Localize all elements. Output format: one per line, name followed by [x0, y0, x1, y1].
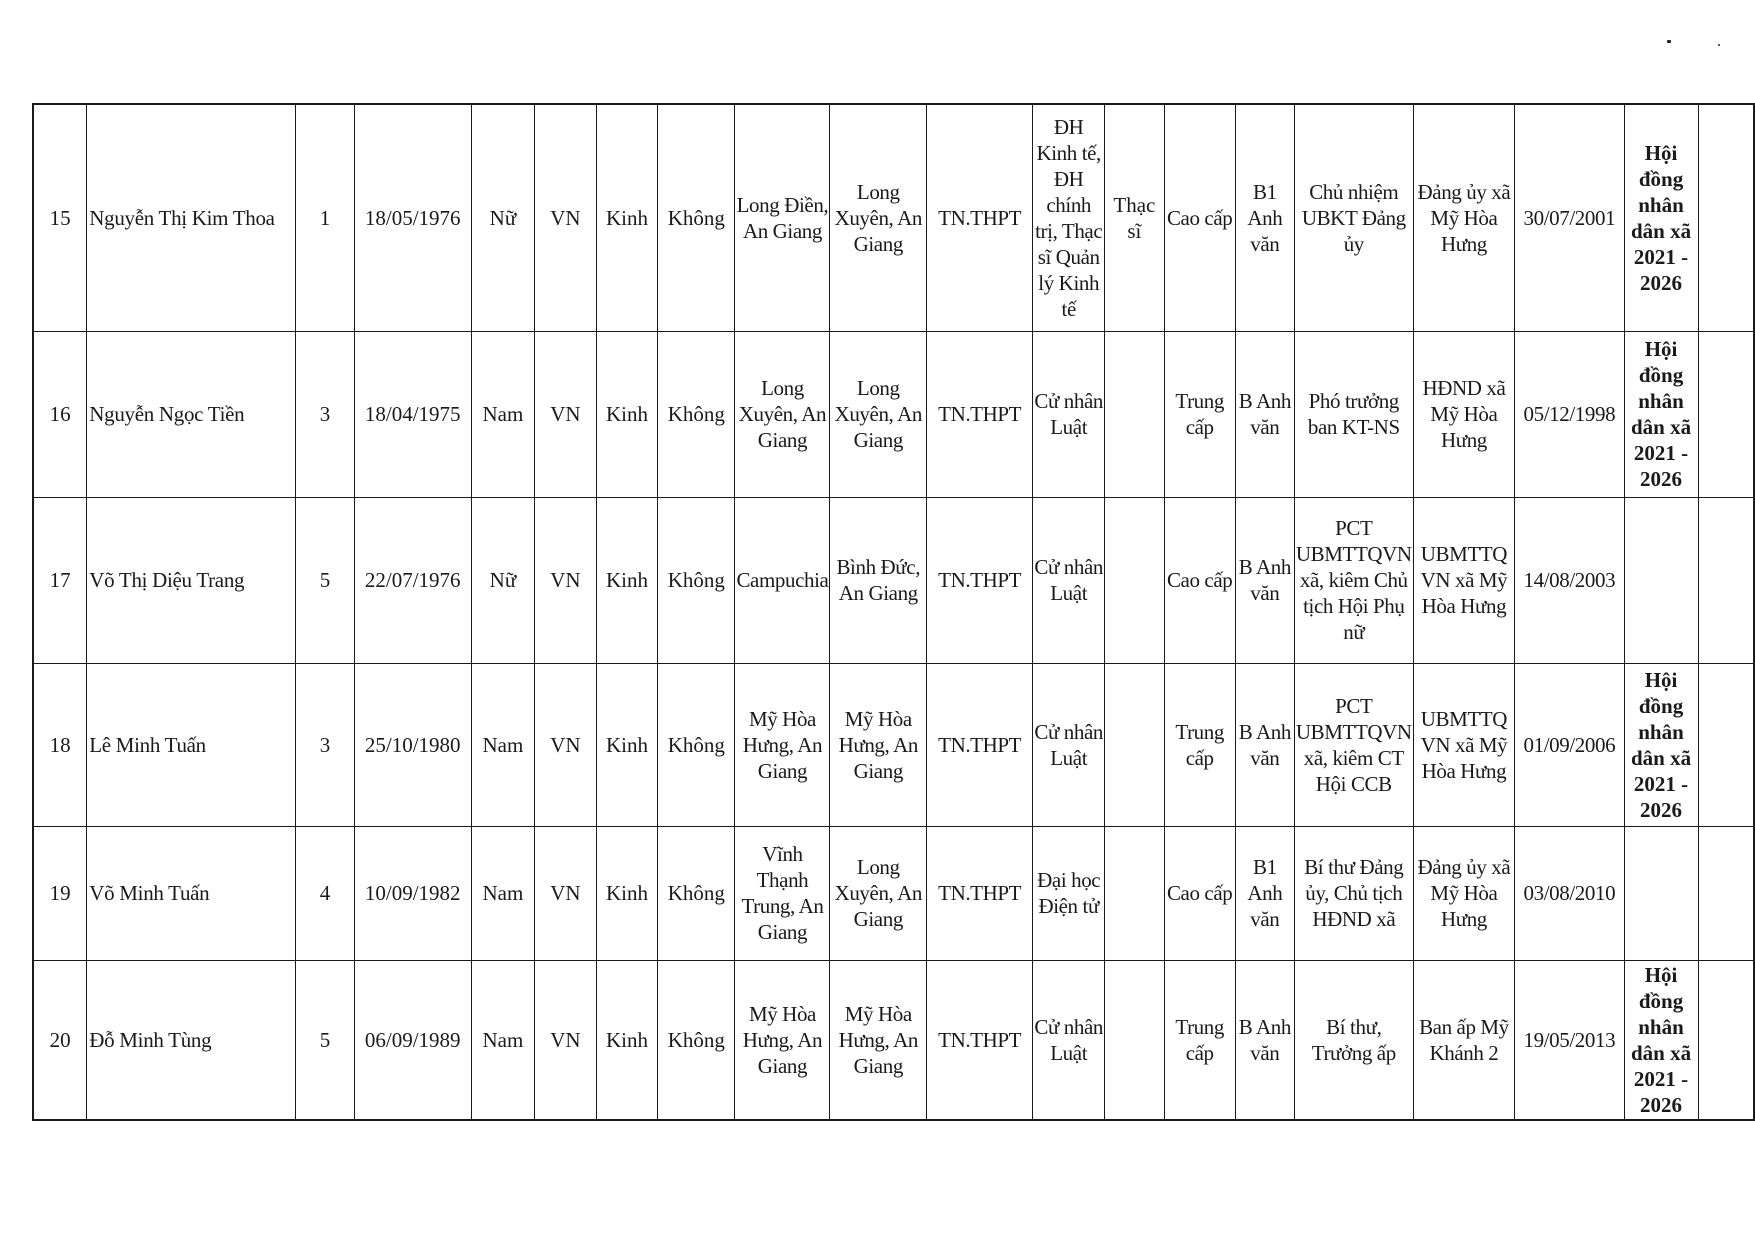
cell-stt: 19 [33, 826, 87, 960]
cell-degree: Cử nhân Luật [1033, 331, 1105, 497]
cell-dob: 10/09/1982 [354, 826, 471, 960]
cell-general-education: TN.THPT [927, 960, 1033, 1120]
cell-group: 4 [296, 826, 354, 960]
cell-dob: 25/10/1980 [354, 663, 471, 826]
cell-hometown: Long Xuyên, An Giang [735, 331, 830, 497]
cell-dob: 18/05/1976 [354, 104, 471, 331]
cell-academic-title [1105, 497, 1164, 663]
cell-degree: Cử nhân Luật [1033, 663, 1105, 826]
cell-stt: 16 [33, 331, 87, 497]
table-row [33, 497, 1754, 663]
cell-hometown: Mỹ Hòa Hưng, An Giang [735, 663, 830, 826]
cell-position: Bí thư Đảng ủy, Chủ tịch HĐND xã [1294, 826, 1413, 960]
cell-religion: Không [658, 663, 735, 826]
cell-party-date: 30/07/2001 [1515, 104, 1624, 331]
cell-name: Nguyễn Thị Kim Thoa [87, 104, 296, 331]
cell-foreign-language: B Anh văn [1235, 497, 1294, 663]
cell-party-date: 03/08/2010 [1515, 826, 1624, 960]
cell-hometown: Mỹ Hòa Hưng, An Giang [735, 960, 830, 1120]
cell-residence: Long Xuyên, An Giang [830, 331, 927, 497]
cell-workplace: Đảng ủy xã Mỹ Hòa Hưng [1413, 826, 1514, 960]
cell-degree: Đại học Điện tử [1033, 826, 1105, 960]
cell-workplace: Đảng ủy xã Mỹ Hòa Hưng [1413, 104, 1514, 331]
cell-political-theory: Cao cấp [1164, 497, 1235, 663]
cell-note [1698, 826, 1754, 960]
cell-group: 3 [296, 331, 354, 497]
cell-party-date: 14/08/2003 [1515, 497, 1624, 663]
cell-hometown: Campuchia [735, 497, 830, 663]
scan-speck [1718, 44, 1720, 46]
cell-party-date: 05/12/1998 [1515, 331, 1624, 497]
cell-name: Võ Thị Diệu Trang [87, 497, 296, 663]
cell-gender: Nam [471, 960, 534, 1120]
cell-nationality: VN [535, 826, 597, 960]
cell-council-member: Hội đồng nhân dân xã 2021 - 2026 [1624, 104, 1698, 331]
cell-dob: 06/09/1989 [354, 960, 471, 1120]
cell-ethnicity: Kinh [596, 663, 657, 826]
cell-dob: 22/07/1976 [354, 497, 471, 663]
cell-council-member: Hội đồng nhân dân xã 2021 - 2026 [1624, 663, 1698, 826]
table-row [33, 960, 1754, 1120]
cell-foreign-language: B1 Anh văn [1235, 826, 1294, 960]
table-row [33, 663, 1754, 826]
cell-position: Phó trưởng ban KT-NS [1294, 331, 1413, 497]
cell-political-theory: Trung cấp [1164, 663, 1235, 826]
cell-note [1698, 497, 1754, 663]
cell-academic-title [1105, 663, 1164, 826]
cell-hometown: Long Điền, An Giang [735, 104, 830, 331]
table-row [33, 331, 1754, 497]
cell-workplace: Ban ấp Mỹ Khánh 2 [1413, 960, 1514, 1120]
cell-ethnicity: Kinh [596, 104, 657, 331]
cell-political-theory: Trung cấp [1164, 960, 1235, 1120]
cell-foreign-language: B Anh văn [1235, 960, 1294, 1120]
cell-residence: Bình Đức, An Giang [830, 497, 927, 663]
cell-position: Chủ nhiệm UBKT Đảng ủy [1294, 104, 1413, 331]
cell-nationality: VN [535, 663, 597, 826]
table-row [33, 826, 1754, 960]
cell-gender: Nam [471, 826, 534, 960]
cell-general-education: TN.THPT [927, 663, 1033, 826]
cell-party-date: 19/05/2013 [1515, 960, 1624, 1120]
cell-residence: Mỹ Hòa Hưng, An Giang [830, 663, 927, 826]
cell-name: Đỗ Minh Tùng [87, 960, 296, 1120]
cell-religion: Không [658, 331, 735, 497]
cell-name: Lê Minh Tuấn [87, 663, 296, 826]
cell-ethnicity: Kinh [596, 960, 657, 1120]
cell-academic-title [1105, 331, 1164, 497]
table-row [33, 104, 1754, 331]
cell-stt: 17 [33, 497, 87, 663]
cell-party-date: 01/09/2006 [1515, 663, 1624, 826]
cell-foreign-language: B1 Anh văn [1235, 104, 1294, 331]
cell-academic-title: Thạc sĩ [1105, 104, 1164, 331]
cell-residence: Long Xuyên, An Giang [830, 104, 927, 331]
cell-religion: Không [658, 104, 735, 331]
cell-political-theory: Cao cấp [1164, 826, 1235, 960]
cell-workplace: HĐND xã Mỹ Hòa Hưng [1413, 331, 1514, 497]
cell-degree: ĐH Kinh tế, ĐH chính trị, Thạc sĩ Quản lý Kinh tế [1033, 104, 1105, 331]
cell-nationality: VN [535, 497, 597, 663]
scan-speck [1667, 40, 1671, 43]
candidate-table [32, 103, 1755, 1121]
cell-general-education: TN.THPT [927, 497, 1033, 663]
cell-foreign-language: B Anh văn [1235, 663, 1294, 826]
cell-note [1698, 960, 1754, 1120]
cell-position: PCT UBMTTQVN xã, kiêm Chủ tịch Hội Phụ nữ [1294, 497, 1413, 663]
cell-ethnicity: Kinh [596, 331, 657, 497]
cell-political-theory: Trung cấp [1164, 331, 1235, 497]
cell-academic-title [1105, 960, 1164, 1120]
cell-academic-title [1105, 826, 1164, 960]
cell-general-education: TN.THPT [927, 331, 1033, 497]
cell-council-member [1624, 497, 1698, 663]
cell-position: Bí thư, Trưởng ấp [1294, 960, 1413, 1120]
cell-religion: Không [658, 497, 735, 663]
cell-workplace: UBMTTQ VN xã Mỹ Hòa Hưng [1413, 497, 1514, 663]
cell-political-theory: Cao cấp [1164, 104, 1235, 331]
cell-council-member: Hội đồng nhân dân xã 2021 - 2026 [1624, 331, 1698, 497]
cell-general-education: TN.THPT [927, 826, 1033, 960]
cell-ethnicity: Kinh [596, 826, 657, 960]
cell-degree: Cử nhân Luật [1033, 497, 1105, 663]
cell-council-member: Hội đồng nhân dân xã 2021 - 2026 [1624, 960, 1698, 1120]
cell-residence: Long Xuyên, An Giang [830, 826, 927, 960]
cell-note [1698, 104, 1754, 331]
cell-dob: 18/04/1975 [354, 331, 471, 497]
cell-gender: Nam [471, 663, 534, 826]
cell-group: 3 [296, 663, 354, 826]
cell-gender: Nữ [471, 104, 534, 331]
cell-group: 1 [296, 104, 354, 331]
cell-position: PCT UBMTTQVN xã, kiêm CT Hội CCB [1294, 663, 1413, 826]
cell-stt: 15 [33, 104, 87, 331]
cell-group: 5 [296, 497, 354, 663]
cell-gender: Nữ [471, 497, 534, 663]
cell-gender: Nam [471, 331, 534, 497]
cell-ethnicity: Kinh [596, 497, 657, 663]
cell-council-member [1624, 826, 1698, 960]
cell-group: 5 [296, 960, 354, 1120]
cell-religion: Không [658, 826, 735, 960]
cell-foreign-language: B Anh văn [1235, 331, 1294, 497]
cell-stt: 20 [33, 960, 87, 1120]
cell-name: Võ Minh Tuấn [87, 826, 296, 960]
cell-religion: Không [658, 960, 735, 1120]
cell-nationality: VN [535, 331, 597, 497]
cell-general-education: TN.THPT [927, 104, 1033, 331]
cell-note [1698, 331, 1754, 497]
cell-degree: Cử nhân Luật [1033, 960, 1105, 1120]
cell-nationality: VN [535, 960, 597, 1120]
cell-hometown: Vĩnh Thạnh Trung, An Giang [735, 826, 830, 960]
cell-name: Nguyễn Ngọc Tiền [87, 331, 296, 497]
cell-residence: Mỹ Hòa Hưng, An Giang [830, 960, 927, 1120]
cell-note [1698, 663, 1754, 826]
cell-workplace: UBMTTQ VN xã Mỹ Hòa Hưng [1413, 663, 1514, 826]
cell-stt: 18 [33, 663, 87, 826]
cell-nationality: VN [535, 104, 597, 331]
